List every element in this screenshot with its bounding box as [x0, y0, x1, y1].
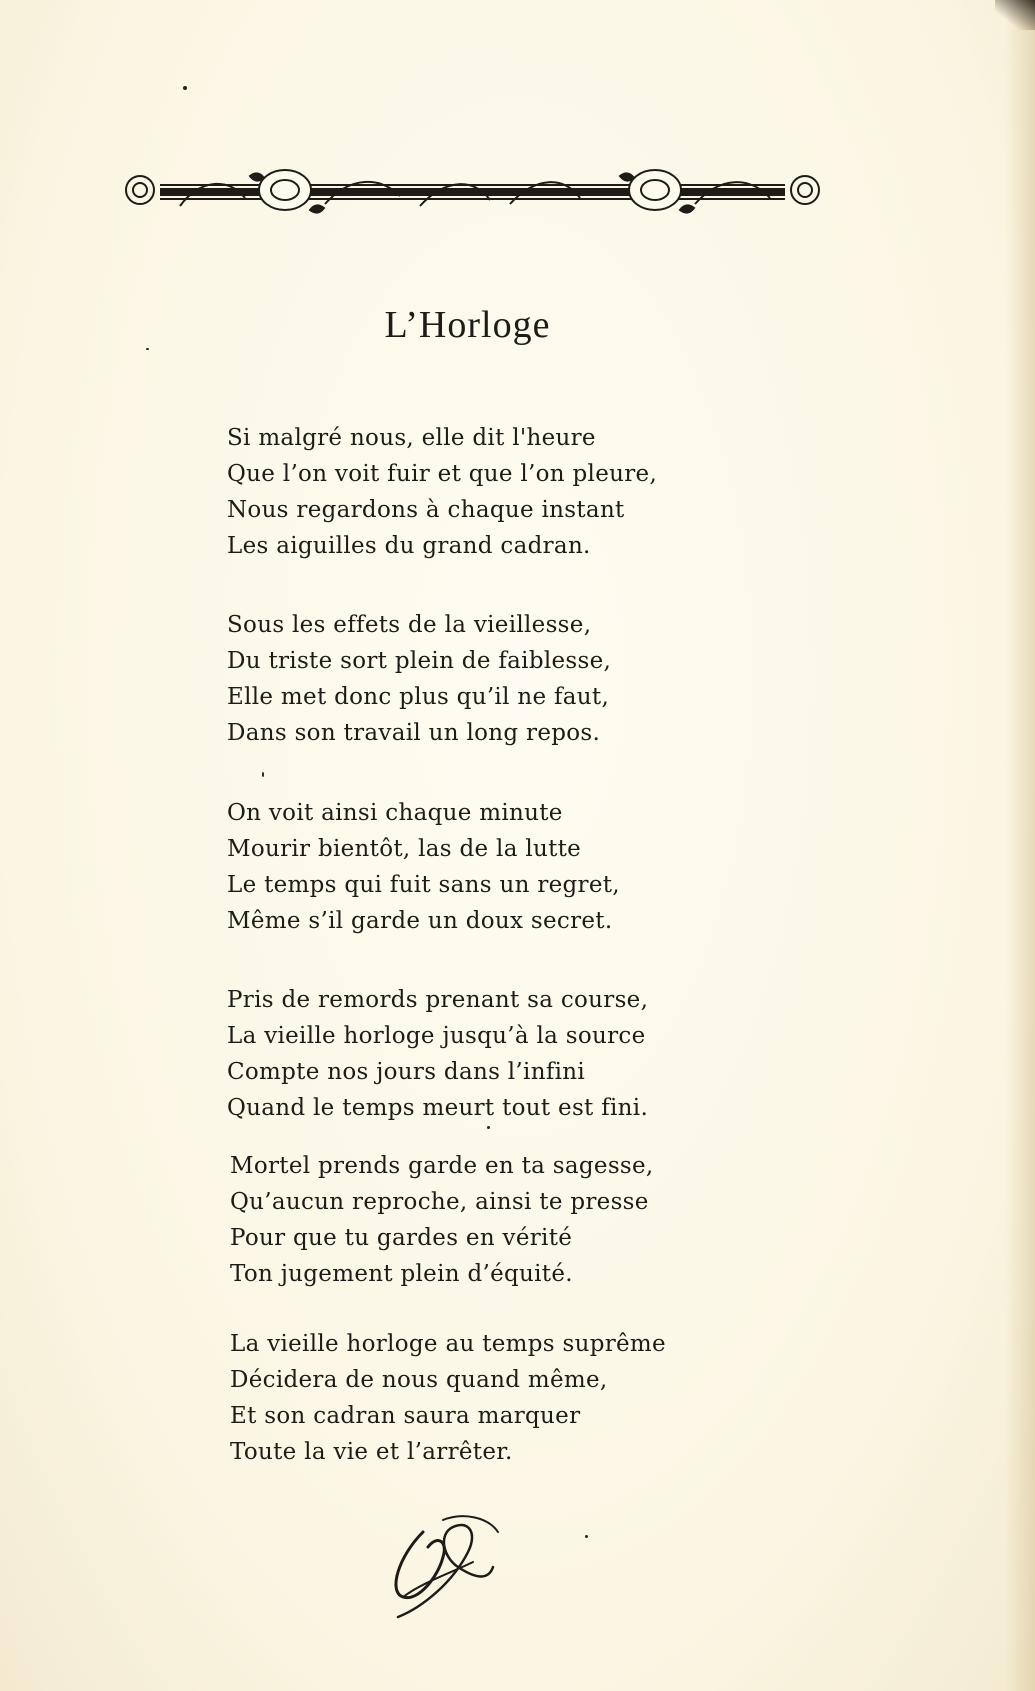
verse-line: Quand le temps meurt tout est fini. [227, 1095, 649, 1121]
verse-line: La vieille horloge au temps suprême [230, 1331, 666, 1357]
stanza-1 [227, 420, 657, 564]
ink-speck [585, 1535, 588, 1538]
ink-speck [146, 348, 149, 350]
page-edge-shadow [1005, 0, 1035, 1691]
verse-line: Même s’il garde un doux secret. [227, 908, 613, 934]
ink-speck [262, 772, 264, 777]
stanza-5 [230, 1148, 654, 1292]
stanza-6 [230, 1326, 666, 1470]
verse-line: Pris de remords prenant sa course, [227, 987, 649, 1013]
verse-line: Toute la vie et l’arrêter. [230, 1439, 513, 1465]
verse-line: Si malgré nous, elle dit l'heure [227, 425, 596, 451]
verse-line: Le temps qui fuit sans un regret, [227, 872, 620, 898]
verse-line: Mortel prends garde en ta sagesse, [230, 1153, 654, 1179]
page-corner [995, 0, 1035, 30]
stanza-3 [227, 795, 620, 939]
ink-speck [487, 1126, 490, 1129]
ink-speck [183, 86, 187, 90]
verse-line: Les aiguilles du grand cadran. [227, 533, 591, 559]
floral-border-ornament-icon [120, 168, 825, 220]
verse-line: Nous regardons à chaque instant [227, 497, 625, 523]
verse-line: Mourir bientôt, las de la lutte [227, 836, 582, 862]
verse-line: Dans son travail un long repos. [227, 720, 601, 746]
verse-line: Et son cadran saura marquer [230, 1403, 581, 1429]
stanza-4 [227, 982, 648, 1126]
verse-line: Du triste sort plein de faiblesse, [227, 648, 612, 674]
poem-title: L’Horloge [384, 304, 551, 346]
verse-line: Que l’on voit fuir et que l’on pleure, [227, 461, 658, 487]
verse-line: Qu’aucun reproche, ainsi te presse [230, 1189, 649, 1215]
verse-line: On voit ainsi chaque minute [227, 800, 563, 826]
verse-line: Sous les effets de la vieillesse, [227, 612, 592, 638]
verse-line: Elle met donc plus qu’il ne faut, [227, 684, 610, 710]
verse-line: Ton jugement plein d’équité. [230, 1261, 573, 1287]
verse-line: Compte nos jours dans l’infini [227, 1059, 586, 1085]
stanza-2 [227, 607, 611, 751]
verse-line: La vieille horloge jusqu’à la source [227, 1023, 646, 1049]
verse-line: Pour que tu gardes en vérité [230, 1225, 573, 1251]
monogram-flourish-icon [383, 1512, 508, 1627]
verse-line: Décidera de nous quand même, [230, 1367, 608, 1393]
